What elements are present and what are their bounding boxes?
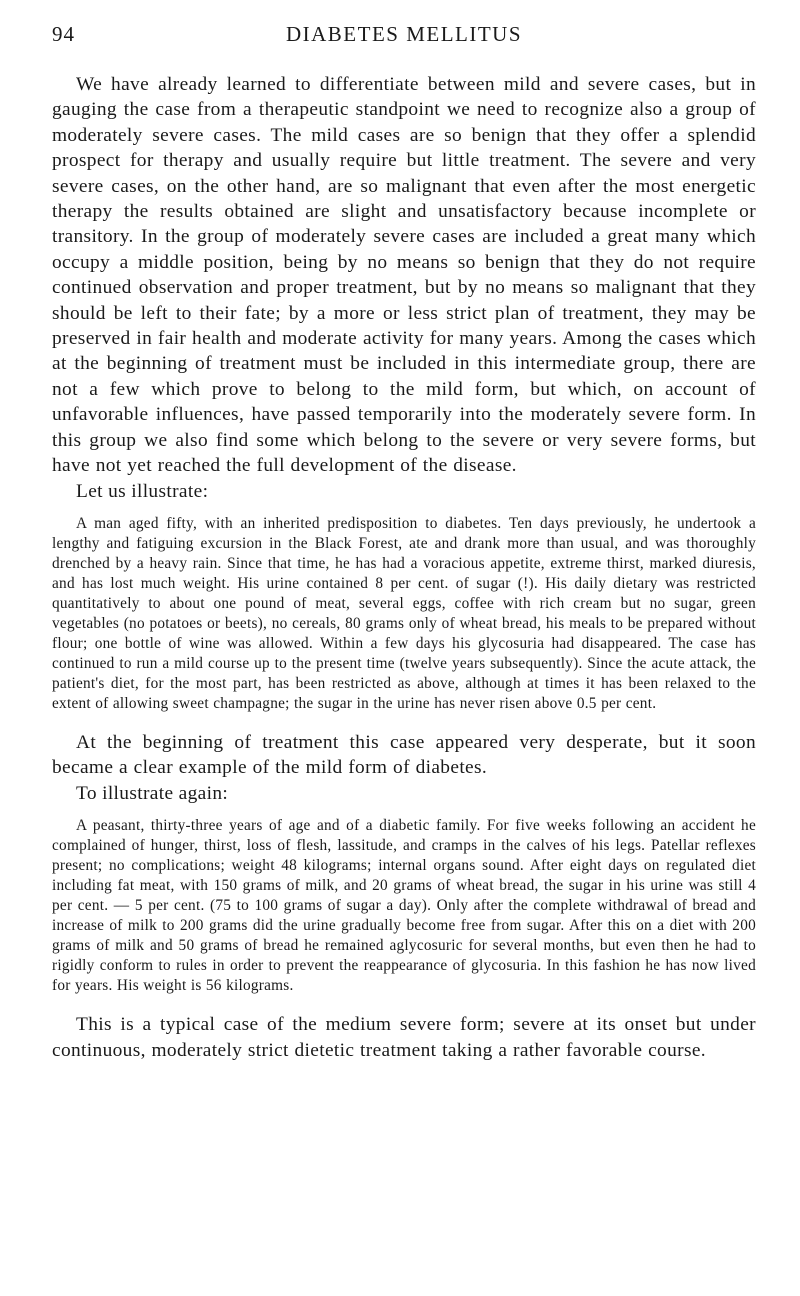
page-number: 94 bbox=[52, 22, 75, 46]
illustration-lead-1: Let us illustrate: bbox=[76, 480, 209, 502]
running-title: DIABETES MELLITUS bbox=[285, 22, 523, 46]
body-paragraph-case1-summary: At the beginning of treatment this case appeared very desperate, but it soon became a clear example of the mild form of diabetes. bbox=[52, 731, 756, 779]
illustration-lead-2: To illustrate again: bbox=[76, 782, 229, 804]
book-page bbox=[52, 22, 756, 1063]
case-history-2: A peasant, thirty-three years of age and of a diabetic family. For five weeks following an accident he complained of hunger, thirst, loss of flesh, lassitude, and cramps in the calves of his legs. Patellar reflexes present; no complications; weight 48 kilograms; internal organs sound. After eight days on regulated diet including fat meat, with 150 grams of milk, and 20 grams of wheat bread, the sugar in his urine was still 4 per cent. — 5 per cent. (75 to 100 grams of sugar a day). Only after the complete withdrawal of bread and increase of milk to 200 grams did the urine gradually become free from sugar. After this on a diet with 200 grams of milk and 50 grams of bread he remained aglycosuric for several months, but even then he had to rigidly conform to rules in order to prevent the reappearance of glycosuria. In this fashion he has now lived for years. His weight is 56 kilograms. bbox=[52, 817, 756, 995]
case-history-1: A man aged fifty, with an inherited predisposition to diabetes. Ten days previously, he undertook a lengthy and fatiguing excursion in the Black Forest, ate and drank more than usual, and was thoroughly drenched by a heavy rain. Since that time, he has had a voracious appetite, extreme thirst, marked diuresis, and has lost much weight. His urine contained 8 per cent. of sugar (!). His daily dietary was restricted quantitatively to about one pound of meat, several eggs, coffee with rich cream but no sugar, green vegetables (no potatoes or beets), no cereals, 80 grams only of wheat bread, his meals to be prepared without flour; one bottle of wine was allowed. Within a few days his glycosuria had disappeared. The case has continued to run a mild course up to the present time (twelve years subsequently). Since the acute attack, the patient's diet, for the most part, has been restricted as above, although at times it has been relaxed to the extent of allowing sweet champagne; the sugar in the urine has never risen above 0.5 per cent. bbox=[52, 514, 756, 712]
body-paragraph-intro: We have already learned to differentiate between mild and severe cases, but in gauging the case from a therapeutic standpoint we need to recognize also a group of moderately severe cases. The mild cases are so benign that they offer a splendid prospect for therapy and usually require but little treatment. The severe and very severe cases, on the other hand, are so malignant that even after the most energetic therapy the results obtained are slight and unsatisfactory because incomplete or transitory. In the group of moderately severe cases are included a great many which occupy a middle position, being by no means so benign that they do not require continued observation and proper treatment, but by no means so malignant that they should be left to their fate; by a more or less strict plan of treatment, they may be preserved in fair health and moderate activity for many years. Among the cases which at the beginning of treatment must be included in this intermediate group, there are not a few which prove to belong to the mild form, but which, on account of unfavorable influences, have passed temporarily into the moderately severe form. In this group we also find some which belong to the severe or very severe forms, but have not yet reached the full development of the disease. bbox=[52, 74, 756, 477]
running-head bbox=[52, 22, 756, 50]
body-paragraph-case2-summary: This is a typical case of the medium severe form; severe at its onset but under continuous, moderately strict dietetic treatment taking a rather favorable course. bbox=[52, 1014, 756, 1061]
